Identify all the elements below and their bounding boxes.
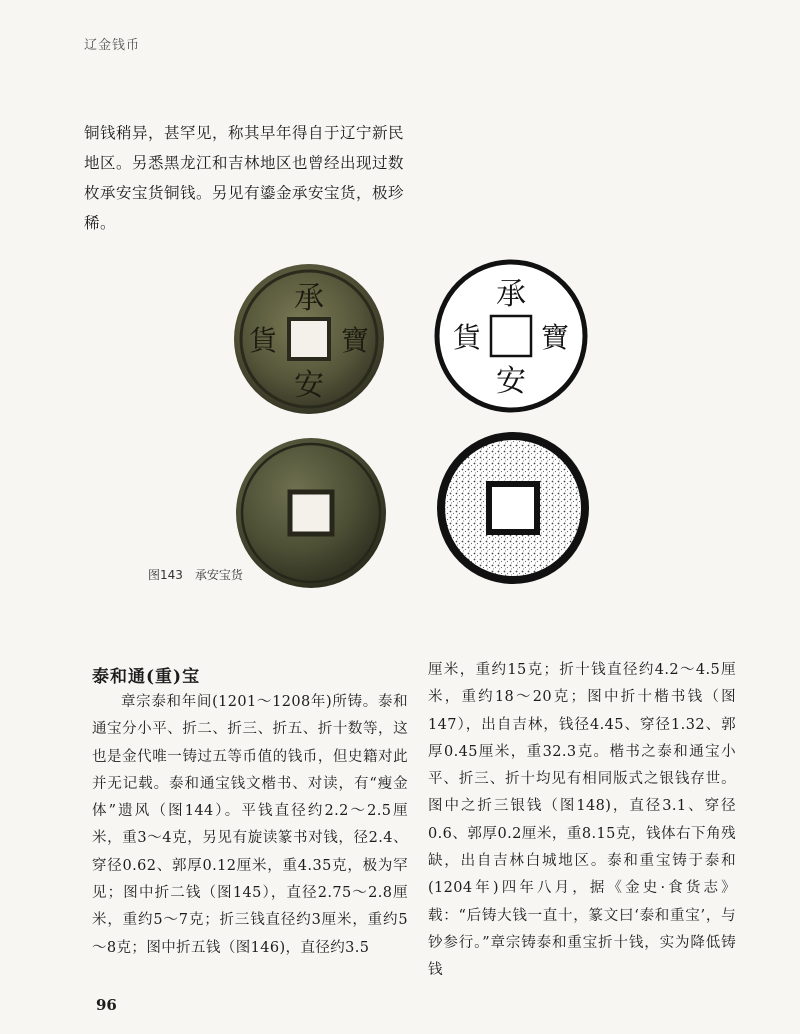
intro-paragraph xyxy=(84,118,414,238)
coin-rubbing-reverse xyxy=(437,432,589,584)
figure-caption xyxy=(148,566,255,583)
coin-rubbing-obverse xyxy=(433,258,589,414)
coin-char-bottom: 安 xyxy=(294,368,324,403)
page-number: 96 xyxy=(96,996,117,1014)
section-heading: 泰和通(重)宝 xyxy=(92,667,201,687)
text-column-left xyxy=(92,689,408,962)
running-header: 辽金钱币 xyxy=(84,38,141,53)
coin-char-top: 承 xyxy=(294,281,324,316)
rubbing-char-left: 貨 xyxy=(452,321,482,354)
text-column-right xyxy=(428,657,736,985)
coin-char-left: 貨 xyxy=(248,324,278,357)
rubbing-char-top: 承 xyxy=(496,277,526,312)
rubbing-char-bottom: 安 xyxy=(496,364,526,399)
intro-text: 铜钱稍异，甚罕见，称其早年得自于辽宁新民地区。另悉黑龙江和吉林地区也曾经出现过数枚承安宝货铜钱。另见有鎏金承安宝货，极珍稀。 xyxy=(84,124,405,232)
paragraph-right: 厘米，重约15克；折十钱直径约4.2～4.5厘米，重约18～20克；图中折十楷书钱（图147），出自吉林，钱径4.45、穿径1.32、郭厚0.45厘米，重32.3克。楷书之泰和通宝小平、折三、折十均见有相同版式之银钱存世。图中之折三银钱（图148)，直径3.1、穿径0.6、郭厚0.2厘米，重8.15克，钱体右下角残缺，出自吉林白城地区。泰和重宝铸于泰和(1204年)四年八月，据《金史·食货志》载：“后铸大钱一直十，篆文曰‘泰和重宝’，与钞参行。”章宗铸泰和重宝折十钱，实为降低铸钱 xyxy=(428,662,736,979)
coin-photo-reverse xyxy=(234,436,388,590)
coin-char-right: 寶 xyxy=(340,324,370,357)
square-hole xyxy=(290,492,332,534)
figure-title: 承安宝货 xyxy=(194,568,243,582)
rubbing-char-right: 寶 xyxy=(540,321,570,354)
paragraph-left: 章宗泰和年间(1201～1208年)所铸。泰和通宝分小平、折二、折三、折五、折十数等，这也是金代唯一铸过五等币值的钱币，但史籍对此并无记载。泰和通宝钱文楷书、对读，有“瘦金体”遗风（图144）。平钱直径约2.2～2.5厘米，重3～4克，另见有旋读篆书对钱，径2.4、穿径0.62、郭厚0.12厘米，重4.35克，极为罕见；图中折二钱（图145），直径2.75～2.8厘米，重约5～7克；折三钱直径约3厘米，重约5～8克；图中折五钱（图146)，直径约3.5 xyxy=(92,694,408,956)
square-hole xyxy=(289,319,329,359)
coin-photo-obverse xyxy=(232,262,386,416)
figure-number: 图143 xyxy=(148,568,183,582)
